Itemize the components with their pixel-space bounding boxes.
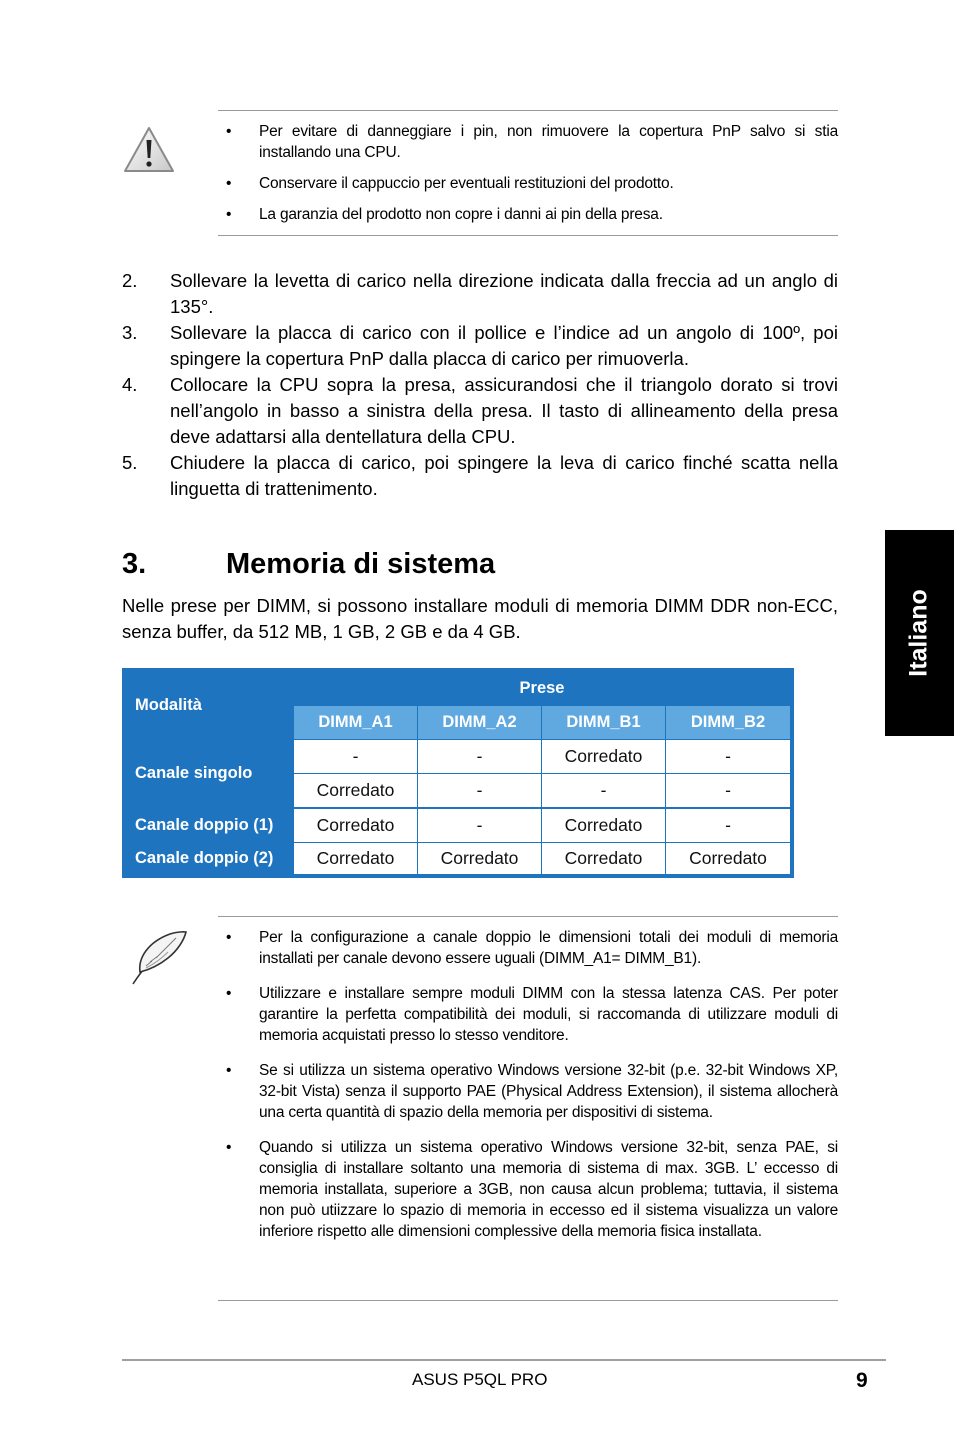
column-header: DIMM_B1 [542,706,665,739]
table-cell: - [542,774,665,807]
note-item-text: Se si utilizza un sistema operativo Windows versione 32-bit (p.e. 32-bit Windows XP, 32-bit Vista) senza il supporto PAE (Physical Address Extension), il sistema allocherà una certa quantità di spazio della memoria per dispositivi di sistema. [259,1062,838,1121]
column-header: DIMM_A2 [418,706,541,739]
table-cell: - [666,774,790,807]
section-intro: Nelle prese per DIMM, si possono installare moduli di memoria DIMM DDR non-ECC, senza buffer, da 512 MB, 1 GB, 2 GB e da 4 GB. [122,595,838,642]
table-cell: - [418,809,541,842]
step-text: Collocare la CPU sopra la presa, assicurandosi che il triangolo dorato si trovi nell’angolo in basso a sinistra della presa. Il tasto di allineamento della presa deve adattarsi alla dentellatura della CPU. [170,374,838,447]
table-cell: Corredato [542,843,665,874]
table-cell: Corredato [542,740,665,773]
step-item [122,372,838,450]
table-cell: - [418,774,541,807]
caution-list [222,121,838,225]
step-text: Sollevare la levetta di carico nella direzione indicata dalla freccia ad un anglo di 135°. [170,270,838,317]
step-item [122,450,838,502]
bullet: • [226,929,232,946]
feather-pen-icon [128,928,190,988]
footer-product-name: ASUS P5QL PRO [412,1370,548,1389]
caution-item-text: Per evitare di danneggiare i pin, non rimuovere la copertura PnP salvo si stia installando una CPU. [259,123,838,161]
row-label: Canale singolo [135,764,253,782]
caution-item-text: La garanzia del prodotto non copre i danni ai pin della presa. [259,206,663,223]
memory-config-table [122,668,794,878]
note-item-text: Utilizzare e installare sempre moduli DIMM con la stessa latenza CAS. Per poter garantire la perfetta compatibilità dei moduli, si raccomanda di utilizzare moduli di memoria acquistati presso lo stesso venditore. [259,985,838,1044]
notes-bottom-rule [218,1300,838,1301]
column-header: DIMM_B2 [666,706,790,739]
bullet: • [226,1139,232,1156]
notes-list [222,927,838,1242]
row-label: Canale doppio (2) [135,849,274,867]
table-cell: - [418,740,541,773]
step-item [122,320,838,372]
sockets-header: Prese [519,679,565,697]
section-title: Memoria di sistema [226,548,496,580]
note-item-text: Quando si utilizza un sistema operativo Windows versione 32-bit, senza PAE, si consiglia di installare soltanto una memoria di sistema di max. 3GB. L’ eccesso di memoria installata, superiore a 3GB, non causa alcun problema; tuttavia, il sistema non può utiizzare lo spazio di memoria in eccesso ed il sistema visualizza un valore inferiore rispetto alle dimensioni complessive della memoria fisica installata. [259,1139,838,1240]
note-item-text: Per la configurazione a canale doppio le dimensioni totali dei moduli di memoria installati per canale devono essere uguali (DIMM_A1= DIMM_B1). [259,929,838,967]
caution-item [222,173,838,194]
row-label: Canale doppio (1) [135,816,274,834]
table-cell: Corredato [294,774,417,807]
table-cell: - [666,740,790,773]
bullet: • [226,175,232,192]
table-cell: Corredato [418,843,541,874]
step-number: 4. [122,374,138,395]
step-number: 5. [122,452,138,473]
table-cell: Corredato [294,843,417,874]
step-number: 2. [122,270,138,291]
caution-item [222,121,838,163]
language-tab-label: Italiano [904,589,933,677]
caution-item-text: Conservare il cappuccio per eventuali restituzioni del prodotto. [259,175,674,192]
table-cell: Corredato [294,809,417,842]
steps-list [122,268,838,502]
step-text: Sollevare la placca di carico con il pollice e l’indice ad un angolo di 100º, poi spingere la copertura PnP dalla placca di carico per rimuoverla. [170,322,838,369]
page-number: 9 [856,1369,868,1392]
step-number: 3. [122,322,138,343]
warning-triangle-icon [122,125,176,175]
bullet: • [226,1062,232,1079]
bullet: • [226,123,232,140]
table-cell: - [666,809,790,842]
step-text: Chiudere la placca di carico, poi spingere la leva di carico finché scatta nella linguetta di trattenimento. [170,452,838,499]
bullet: • [226,206,232,223]
mode-header: Modalità [135,696,202,714]
note-item [222,1060,838,1123]
table-cell: - [294,740,417,773]
note-item [222,983,838,1046]
bullet: • [226,985,232,1002]
note-item [222,927,838,969]
table-cell: Corredato [542,809,665,842]
section-number: 3. [122,548,147,580]
footer-rule [122,1359,886,1361]
notes-top-rule [218,916,838,917]
step-item [122,268,838,320]
caution-item [222,204,838,225]
table-cell: Corredato [666,843,790,874]
caution-top-rule [218,110,838,111]
column-header: DIMM_A1 [294,706,417,739]
caution-bottom-rule [218,235,838,236]
note-item [222,1137,838,1242]
